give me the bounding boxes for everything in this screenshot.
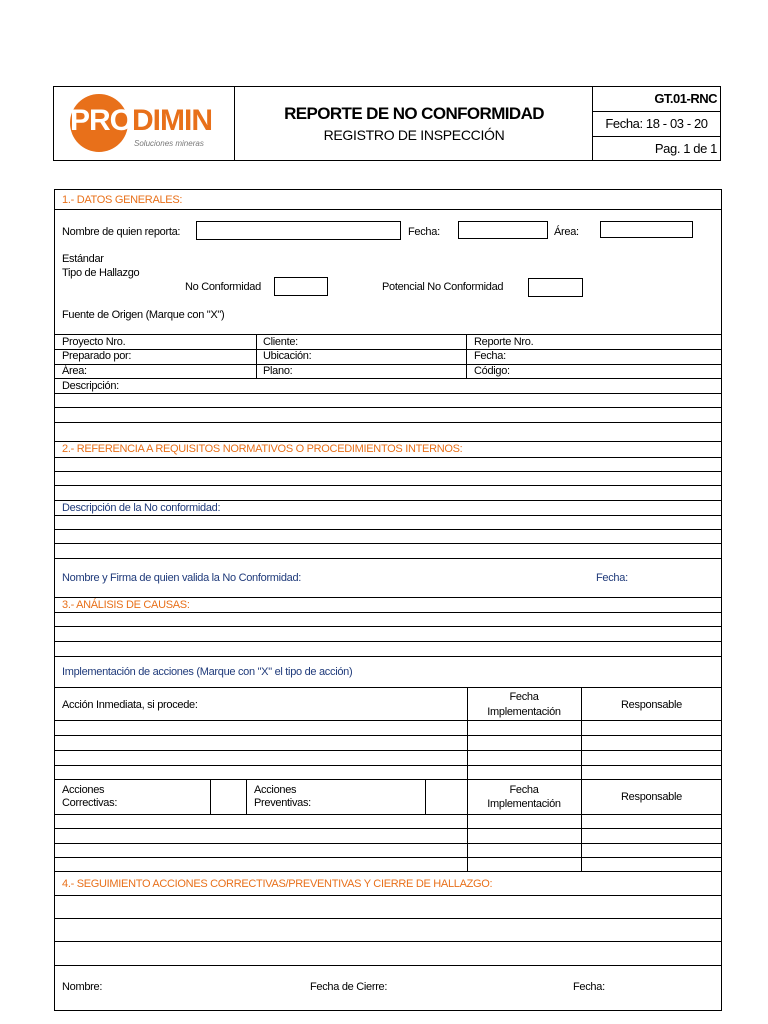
- logo-text-pro: PRO: [70, 104, 133, 137]
- nc-description-label: Descripción de la No conformidad:: [62, 502, 221, 514]
- divider: [54, 895, 722, 896]
- description-label: Descripción:: [62, 380, 119, 392]
- divider: [466, 334, 467, 378]
- area-label: Área:: [554, 226, 579, 238]
- immediate-action-label: Acción Inmediata, si procede:: [62, 699, 198, 711]
- grid-area-label: Área:: [62, 365, 87, 377]
- divider: [54, 941, 722, 942]
- divider: [256, 334, 257, 378]
- divider: [54, 597, 722, 598]
- closing-date-label: Fecha de Cierre:: [310, 981, 388, 993]
- divider: [425, 779, 426, 814]
- name-label: Nombre:: [62, 981, 103, 993]
- impl-date-header: Implementación: [487, 706, 561, 718]
- validator-label: Nombre y Firma de quien valida la No Conformidad:: [62, 572, 302, 584]
- divider: [54, 407, 722, 408]
- divider: [54, 828, 722, 829]
- impl-date-header: Fecha: [509, 784, 539, 796]
- reporter-input[interactable]: [196, 221, 401, 240]
- divider: [54, 918, 722, 919]
- divider: [54, 612, 722, 613]
- divider: [54, 558, 722, 559]
- divider: [54, 814, 722, 815]
- page-number: Pag. 1 de 1: [654, 141, 717, 156]
- divider: [54, 626, 722, 627]
- preventive-actions-label: Preventivas:: [254, 797, 311, 809]
- document-subtitle: REGISTRO DE INSPECCIÓN: [323, 127, 505, 143]
- divider: [54, 965, 722, 966]
- prepared-by-label: Preparado por:: [62, 350, 132, 362]
- document-title: REPORTE DE NO CONFORMIDAD: [284, 104, 544, 123]
- divider: [54, 735, 722, 736]
- divider: [54, 641, 722, 642]
- divider: [54, 529, 722, 530]
- divider: [54, 457, 722, 458]
- document-date: Fecha: 18 - 03 - 20: [605, 116, 708, 131]
- date-input[interactable]: [458, 221, 548, 239]
- divider: [54, 209, 722, 210]
- divider: [54, 687, 722, 688]
- divider: [54, 441, 722, 442]
- logo-tagline: Soluciones mineras: [134, 139, 204, 148]
- divider: [234, 86, 235, 161]
- potential-nonconformity-checkbox[interactable]: [528, 278, 583, 297]
- nonconformity-label: No Conformidad: [185, 281, 261, 293]
- source-label: Fuente de Origen (Marque con "X"): [62, 309, 225, 321]
- area-input[interactable]: [600, 221, 693, 238]
- potential-nonconformity-label: Potencial No Conformidad: [382, 281, 504, 293]
- code-label: Código:: [474, 365, 510, 377]
- divider: [54, 871, 722, 872]
- divider: [54, 779, 722, 780]
- corrective-actions-label: Acciones: [62, 784, 105, 796]
- section-title: 2.- REFERENCIA A REQUISITOS NORMATIVOS O PROCEDIMIENTOS INTERNOS:: [62, 443, 463, 455]
- divider: [54, 422, 722, 423]
- document-code: GT.01-RNC: [654, 91, 717, 106]
- divider: [54, 334, 722, 335]
- section-title: 1.- DATOS GENERALES:: [62, 194, 183, 206]
- grid-date-label: Fecha:: [474, 350, 506, 362]
- client-label: Cliente:: [263, 336, 298, 348]
- reporter-label: Nombre de quien reporta:: [62, 226, 181, 238]
- corrective-actions-label: Correctivas:: [62, 797, 118, 809]
- divider: [54, 378, 722, 379]
- validator-date-label: Fecha:: [596, 572, 628, 584]
- divider: [210, 779, 211, 814]
- divider: [54, 500, 722, 501]
- divider: [54, 750, 722, 751]
- actions-label: Implementación de acciones (Marque con "X" el tipo de acción): [62, 666, 353, 678]
- impl-date-header: Implementación: [487, 798, 561, 810]
- divider: [246, 779, 247, 814]
- report-number-label: Reporte Nro.: [474, 336, 534, 348]
- impl-date-header: Fecha: [509, 691, 539, 703]
- project-number-label: Proyecto Nro.: [62, 336, 126, 348]
- responsible-header: Responsable: [621, 699, 682, 711]
- divider: [54, 364, 722, 365]
- divider: [54, 765, 722, 766]
- standard-label: Estándar: [62, 253, 104, 265]
- divider: [592, 111, 721, 112]
- responsible-header: Responsable: [621, 791, 682, 803]
- divider: [54, 349, 722, 350]
- divider: [54, 720, 722, 721]
- divider: [54, 543, 722, 544]
- location-label: Ubicación:: [263, 350, 312, 362]
- divider: [54, 515, 722, 516]
- divider: [54, 471, 722, 472]
- preventive-actions-label: Acciones: [254, 784, 297, 796]
- divider: [54, 843, 722, 844]
- divider: [592, 136, 721, 137]
- date-label: Fecha:: [408, 226, 440, 238]
- drawing-label: Plano:: [263, 365, 293, 377]
- divider: [54, 393, 722, 394]
- logo-text-dimin: DIMIN: [132, 104, 212, 137]
- divider: [54, 485, 722, 486]
- divider: [54, 857, 722, 858]
- nonconformity-checkbox[interactable]: [274, 277, 328, 296]
- section-title: 3.- ANÁLISIS DE CAUSAS:: [62, 599, 190, 611]
- finding-type-label: Tipo de Hallazgo: [62, 267, 140, 279]
- divider: [54, 656, 722, 657]
- follow-up-date-label: Fecha:: [573, 981, 605, 993]
- section-title: 4.- SEGUIMIENTO ACCIONES CORRECTIVAS/PREVENTIVAS Y CIERRE DE HALLAZGO:: [62, 878, 493, 890]
